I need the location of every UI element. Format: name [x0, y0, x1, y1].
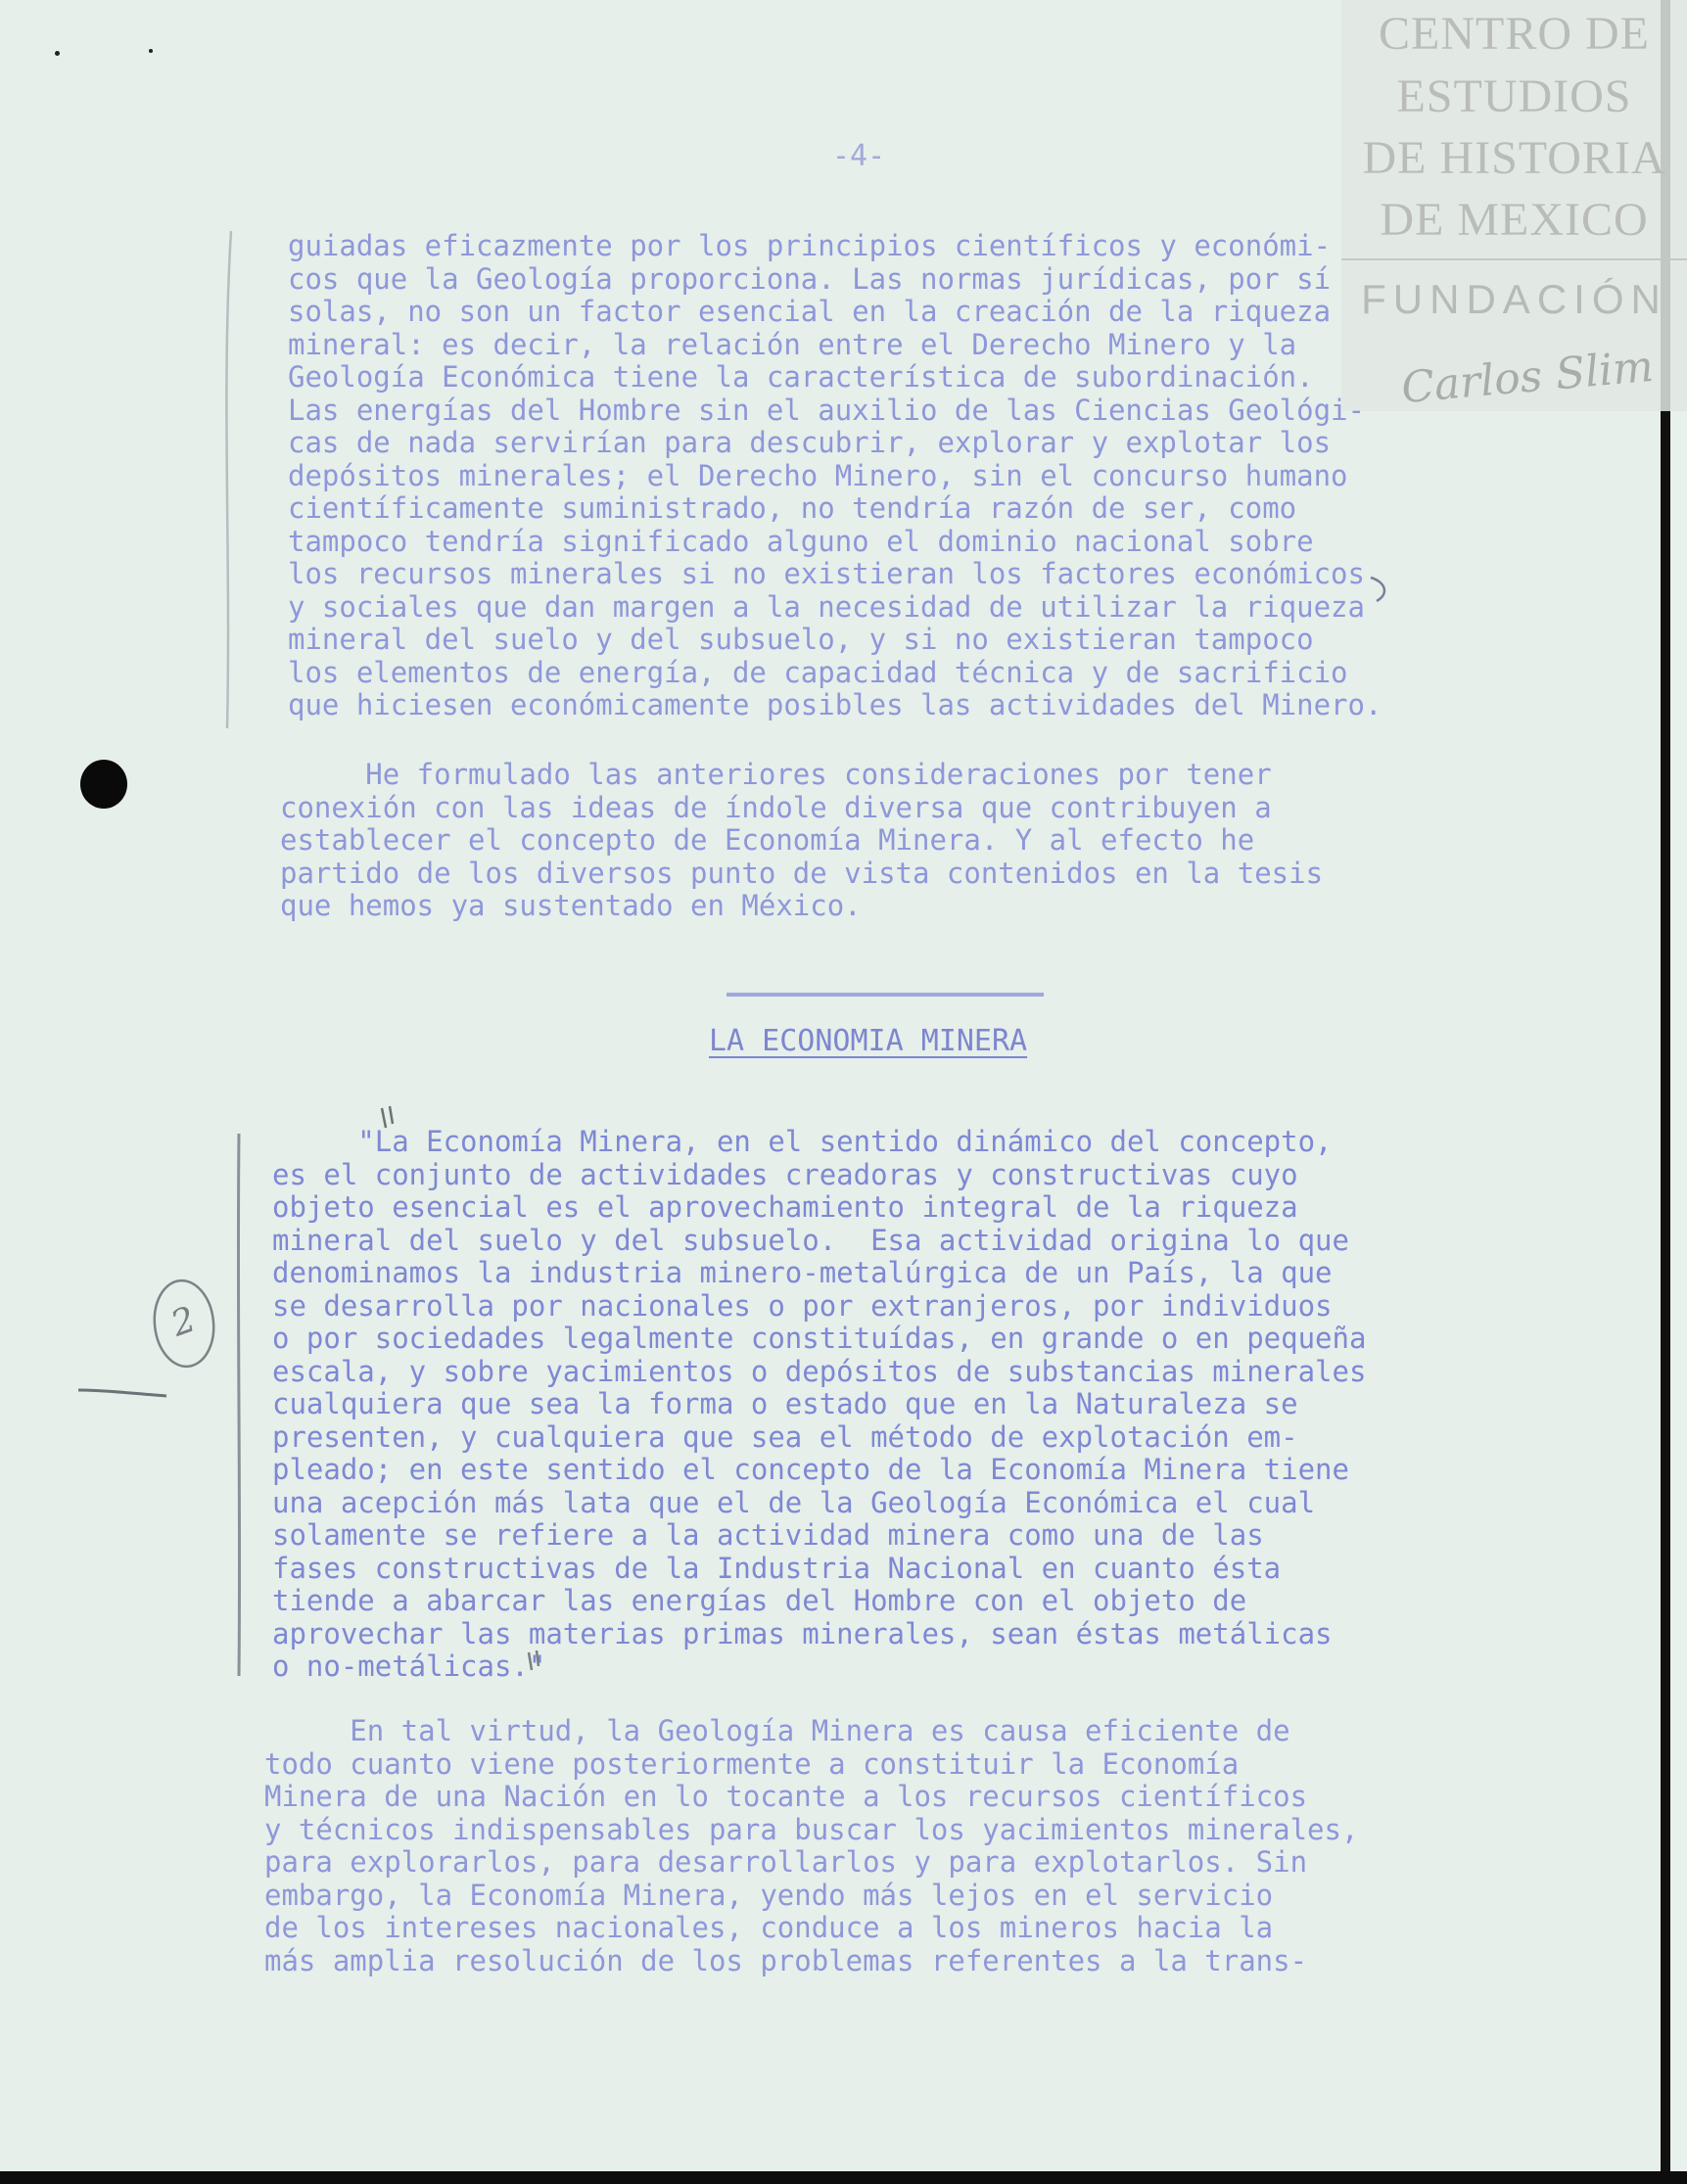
watermark-line: CENTRO DE: [1379, 8, 1650, 60]
text-line: En tal virtud, la Geología Minera es causa eficiente de: [264, 1714, 1290, 1747]
text-line: aprovechar las materias primas minerales, sean éstas metálicas: [272, 1616, 1333, 1650]
text-line: o por sociedades legalmente constituídas, en grande o en pequeña: [272, 1322, 1367, 1355]
text-line: escala, y sobre yacimientos o depósitos de substancias minerales: [272, 1354, 1367, 1388]
text-line: mineral del suelo y del subsuelo, y si no existieran tampoco: [288, 623, 1314, 656]
text-line: depósitos minerales; el Derecho Minero, sin el concurso humano: [288, 458, 1348, 492]
text-line: o no-metálicas.": [272, 1650, 546, 1683]
text-line: tiende a abarcar las energías del Hombre con el objeto de: [272, 1584, 1247, 1617]
text-line: mineral: es decir, la relación entre el Derecho Minero y la: [288, 327, 1297, 361]
text-line: que hemos ya sustentado en México.: [280, 889, 862, 922]
text-line: tampoco tendría significado alguno el dominio nacional sobre: [288, 524, 1314, 558]
text-line: de los intereses nacionales, conduce a los mineros hacia la: [264, 1911, 1274, 1944]
text-line: cualquiera que sea la forma o estado que en la Naturaleza se: [272, 1387, 1298, 1420]
text-line: todo cuanto viene posteriormente a constituir la Economía: [264, 1746, 1240, 1781]
watermark-line: DE MEXICO: [1380, 194, 1649, 246]
text-line: solamente se refiere a la actividad minera como una de las: [272, 1518, 1264, 1552]
text-line: se desarrolla por nacionales o por extranjeros, por individuos: [272, 1288, 1333, 1323]
watermark-line: DE HISTORIA: [1362, 132, 1666, 184]
watermark-signature: Carlos Slim: [1399, 341, 1656, 414]
text-line: conexión con las ideas de índole diversa que contribuyen a: [280, 790, 1272, 824]
margin-mark-number: 2: [165, 1299, 202, 1345]
text-line: Minera de una Nación en lo tocante a los recursos científicos: [264, 1780, 1308, 1813]
page-number: -4-: [832, 139, 886, 173]
text-line: partido de los diversos punto de vista contenidos en la tesis: [280, 856, 1324, 890]
text-line: y sociales que dan margen a la necesidad de utilizar la riqueza: [288, 589, 1365, 624]
text-line: presenten, y cualquiera que sea el método de explotación em-: [272, 1419, 1298, 1454]
text-line: objeto esencial es el aprovechamiento integral de la riqueza: [272, 1190, 1298, 1224]
text-line: "La Economía Minera, en el sentido dinámico del concepto,: [272, 1125, 1333, 1158]
text-line: una acepción más lata que el de la Geología Económica el cual: [272, 1485, 1316, 1519]
text-line: establecer el concepto de Economía Minera. Y al efecto he: [280, 823, 1255, 857]
text-line: solas, no son un factor esencial en la creación de la riqueza: [288, 295, 1332, 328]
text-line: He formulado las anteriores consideraciones por tener: [280, 758, 1272, 791]
text-line: guiadas eficazmente por los principios científicos y económi-: [288, 229, 1332, 262]
text-line: cas de nada servirían para descubrir, explorar y explotar los: [288, 426, 1332, 459]
text-line: fases constructivas de la Industria Nacional en cuanto ésta: [272, 1551, 1282, 1585]
text-line: científicamente suministrado, no tendría razón de ser, como: [288, 491, 1297, 525]
text-line: y técnicos indispensables para buscar los yacimientos minerales,: [264, 1812, 1359, 1846]
text-line: los elementos de energía, de capacidad técnica y de sacrificio: [288, 655, 1348, 689]
watermark-line: ESTUDIOS: [1396, 70, 1632, 122]
text-line: para explorarlos, para desarrollarlos y para explotarlos. Sin: [264, 1845, 1308, 1879]
text-line: que hiciesen económicamente posibles las actividades del Minero.: [288, 688, 1382, 721]
text-line: es el conjunto de actividades creadoras y constructivas cuyo: [272, 1157, 1298, 1191]
text-line: más amplia resolución de los problemas referentes a la trans-: [264, 1943, 1308, 1977]
page-edge: [0, 2171, 1687, 2184]
text-line: denominamos la industria minero-metalúrgica de un País, la que: [272, 1256, 1333, 1289]
section-heading: LA ECONOMIA MINERA: [709, 1024, 1028, 1058]
text-line: Geología Económica tiene la característica de subordinación.: [288, 360, 1314, 394]
watermark-fundacion: FUNDACIÓN: [1361, 276, 1667, 322]
text-line: mineral del suelo y del subsuelo. Esa actividad origina lo que: [272, 1223, 1349, 1257]
text-line: los recursos minerales si no existieran los factores económicos: [288, 557, 1365, 590]
text-line: Las energías del Hombre sin el auxilio de las Ciencias Geológi-: [288, 393, 1365, 427]
text-line: embargo, la Economía Minera, yendo más lejos en el servicio: [264, 1878, 1274, 1912]
text-line: cos que la Geología proporciona. Las normas jurídicas, por sí: [288, 261, 1332, 296]
text-line: pleado; en este sentido el concepto de la Economía Minera tiene: [272, 1453, 1349, 1486]
